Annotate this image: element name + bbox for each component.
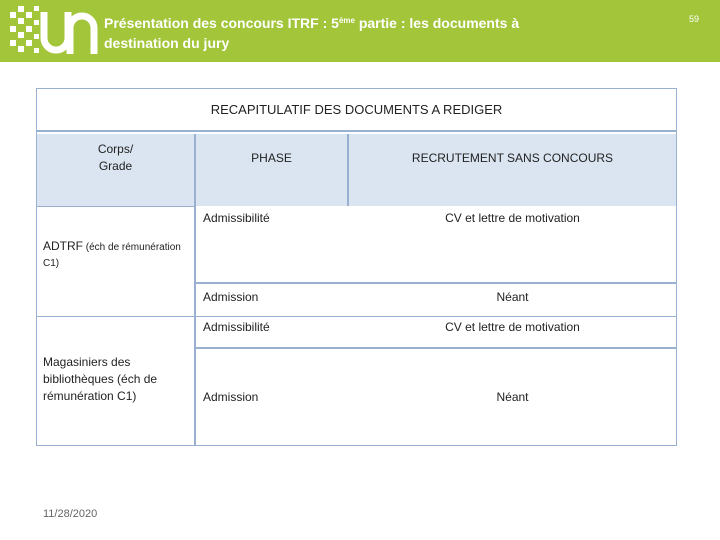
- header-phase: PHASE: [196, 134, 347, 206]
- table-row-phase: Admission: [203, 390, 259, 404]
- divider: [194, 134, 196, 445]
- slide-title: Présentation des concours ITRF : 5ème partie : les documents à destination du jury: [104, 15, 520, 51]
- divider: [196, 347, 676, 349]
- divider: [37, 316, 676, 317]
- footer-date: 11/28/2020: [43, 508, 98, 520]
- divider: [347, 134, 349, 206]
- table-title: RECAPITULATIF DES DOCUMENTS A REDIGER: [37, 89, 676, 132]
- grade-adtrf: ADTRF (éch de rémunération C1): [43, 239, 181, 269]
- divider: [37, 445, 676, 446]
- table-row-value: CV et lettre de motivation: [445, 320, 580, 334]
- slide-header: [0, 0, 720, 62]
- recap-table: [36, 88, 677, 446]
- header-corps-grade: Corps/ Grade: [37, 134, 194, 206]
- table-row-value: Néant: [496, 290, 529, 304]
- page-number: 59: [689, 14, 700, 24]
- table-row-value: CV et lettre de motivation: [445, 211, 580, 225]
- grade-magasiniers: Magasiniers des bibliothèques (éch de rémunération C1): [43, 355, 158, 403]
- header-recrutement: RECRUTEMENT SANS CONCOURS: [349, 134, 676, 206]
- table-row-value: Néant: [496, 390, 529, 404]
- table-row-phase: Admissibilité: [203, 211, 270, 225]
- table-row-phase: Admissibilité: [203, 320, 270, 334]
- divider: [196, 282, 676, 284]
- university-logo-icon: [8, 4, 100, 60]
- divider: [37, 206, 194, 207]
- table-row-phase: Admission: [203, 290, 259, 304]
